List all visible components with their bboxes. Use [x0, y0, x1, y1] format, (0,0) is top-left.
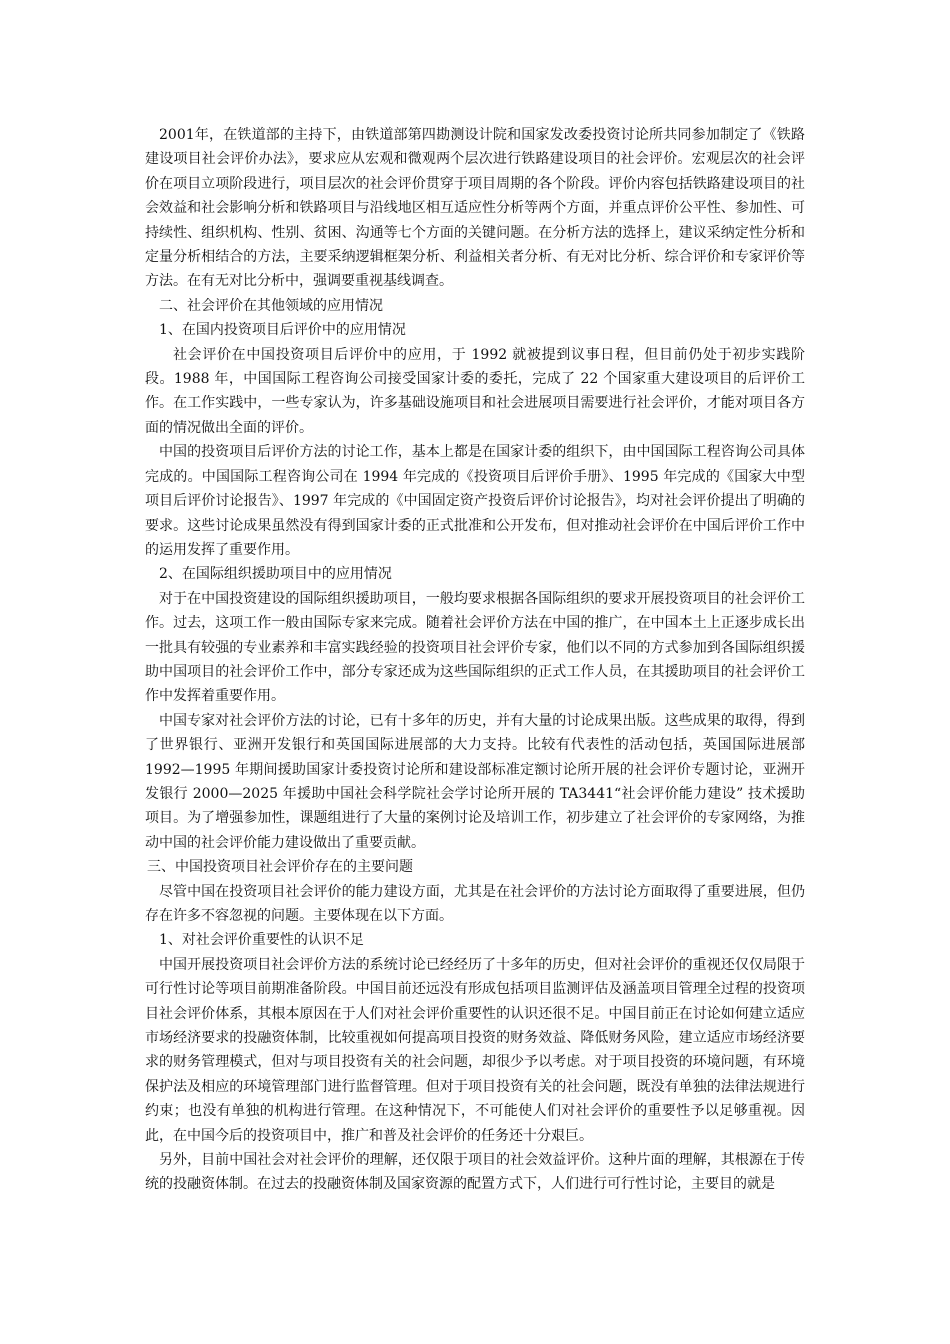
document-body	[145, 123, 805, 1197]
paragraph-intl-aid-1: 对于在中国投资建设的国际组织援助项目，一般均要求根据各国际组织的要求开展投资项目的社会评价工作。过去，这项工作一般由国际专家来完成。随着社会评价方法在中国的推广，在中国本土上正逐步成长出一批具有较强的专业素养和丰富实践经验的投资项目社会评价专家，他们以不同的方式参加到各国际组织援助中国项目的社会评价工作中，部分专家还成为这些国际组织的正式工作人员，在其援助项目的社会评价工作中发挥着重要作用。	[145, 590, 805, 705]
paragraph-railway-social-evaluation: 2001年，在铁道部的主持下，由铁道部第四勘测设计院和国家发改委投资讨论所共同参加制定了《铁路建设项目社会评价办法》，要求应从宏观和微观两个层次进行铁路建设项目的社会评价。宏观层次的社会评价在项目立项阶段进行，项目层次的社会评价贯穿于项目周期的各个阶段。评价内容包括铁路建设项目的社会效益和社会影响分析和铁路项目与沿线地区相互适应性分析等两个方面，并重点评价公平性、参加性、可持续性、组织机构、性别、贫困、沟通等七个方面的关键问题。在分析方法的选择上，建议采纳定性分析和定量分析相结合的方法，主要采纳逻辑框架分析、利益相关者分析、有无对比分析、综合评价和专家评价等方法。在有无对比分析中，强调要重视基线调查。	[145, 127, 805, 290]
paragraph-intl-aid-2: 中国专家对社会评价方法的讨论，已有十多年的历史，并有大量的讨论成果出版。这些成果的取得，得到了世界银行、亚洲开发银行和英国国际进展部的大力支持。比较有代表性的活动包括，英国国际进展部 1992—1995 年期间援助国家计委投资讨论所和建设部标准定额讨论所开展的社会评价专题讨论，亚洲开发银行 2000—2025 年援助中国社会科学院社会学讨论所开展的 TA3441“社会评价能力建设” 技术援助项目。为了增强参加性，课题组进行了大量的案例讨论及培训工作，初步建立了社会评价的专家网络，为推动中国的社会评价能力建设做出了重要贡献。	[145, 712, 805, 851]
section-heading-2: 二、社会评价在其他领域的应用情况	[159, 297, 383, 314]
subheading-3-1: 1、对社会评价重要性的认识不足	[159, 932, 364, 949]
paragraph-post-evaluation-1: 社会评价在中国投资项目后评价中的应用，于 1992 就被提到议事日程，但目前仍处于初步实践阶段。1988 年，中国国际工程咨询公司接受国家计委的委托，完成了 22 个国家重大建设项目的后评价工作。在工作实践中，一些专家认为，许多基础设施项目和社会进展项目需要进行社会评价，才能对项目各方面的情况做出全面的评价。	[145, 346, 805, 436]
paragraph-post-evaluation-2: 中国的投资项目后评价方法的讨论工作，基本上都是在国家计委的组织下，由中国国际工程咨询公司具体完成的。中国国际工程咨询公司在 1994 年完成的《投资项目后评价手册》、1995 年完成的《国家大中型项目后评价讨论报告》、1997 年完成的《中国固定资产投资后评价讨论报告》，均对社会评价提出了明确的要求。这些讨论成果虽然没有得到国家计委的正式批准和公开发布，但对推动社会评价在中国后评价工作中的运用发挥了重要作用。	[145, 444, 805, 558]
subheading-2-2: 2、在国际组织援助项目中的应用情况	[159, 566, 392, 583]
paragraph-problems-intro: 尽管中国在投资项目社会评价的能力建设方面，尤其是在社会评价的方法讨论方面取得了重要进展，但仍存在许多不容忽视的问题。主要体现在以下方面。	[145, 883, 805, 924]
subheading-2-1: 1、在国内投资项目后评价中的应用情况	[159, 322, 406, 339]
paragraph-understanding-limited: 另外，目前中国社会对社会评价的理解，还仅限于项目的社会效益评价。这种片面的理解，其根源在于传统的投融资体制。在过去的投融资体制及国家资源的配置方式下，人们进行可行性讨论，主要目的就是	[145, 1152, 805, 1193]
section-heading-3: 三、中国投资项目社会评价存在的主要问题	[147, 859, 413, 876]
paragraph-importance-awareness: 中国开展投资项目社会评价方法的系统讨论已经经历了十多年的历史，但对社会评价的重视还仅仅局限于可行性讨论等项目前期准备阶段。中国目前还远没有形成包括项目监测评估及涵盖项目管理全过程的投资项目社会评价体系，其根本原因在于人们对社会评价重要性的认识还很不足。中国目前正在讨论如何建立适应市场经济要求的投融资体制，比较重视如何提高项目投资的财务效益、降低财务风险，建立适应市场经济要求的财务管理模式，但对与项目投资有关的社会问题，却很少予以考虑。对于项目投资的环境问题，有环境保护法及相应的环境管理部门进行监督管理。但对于项目投资有关的社会问题，既没有单独的法律法规进行约束；也没有单独的机构进行管理。在这种情况下，不可能使人们对社会评价的重要性予以足够重视。因此，在中国今后的投资项目中，推广和普及社会评价的任务还十分艰巨。	[145, 956, 805, 1144]
